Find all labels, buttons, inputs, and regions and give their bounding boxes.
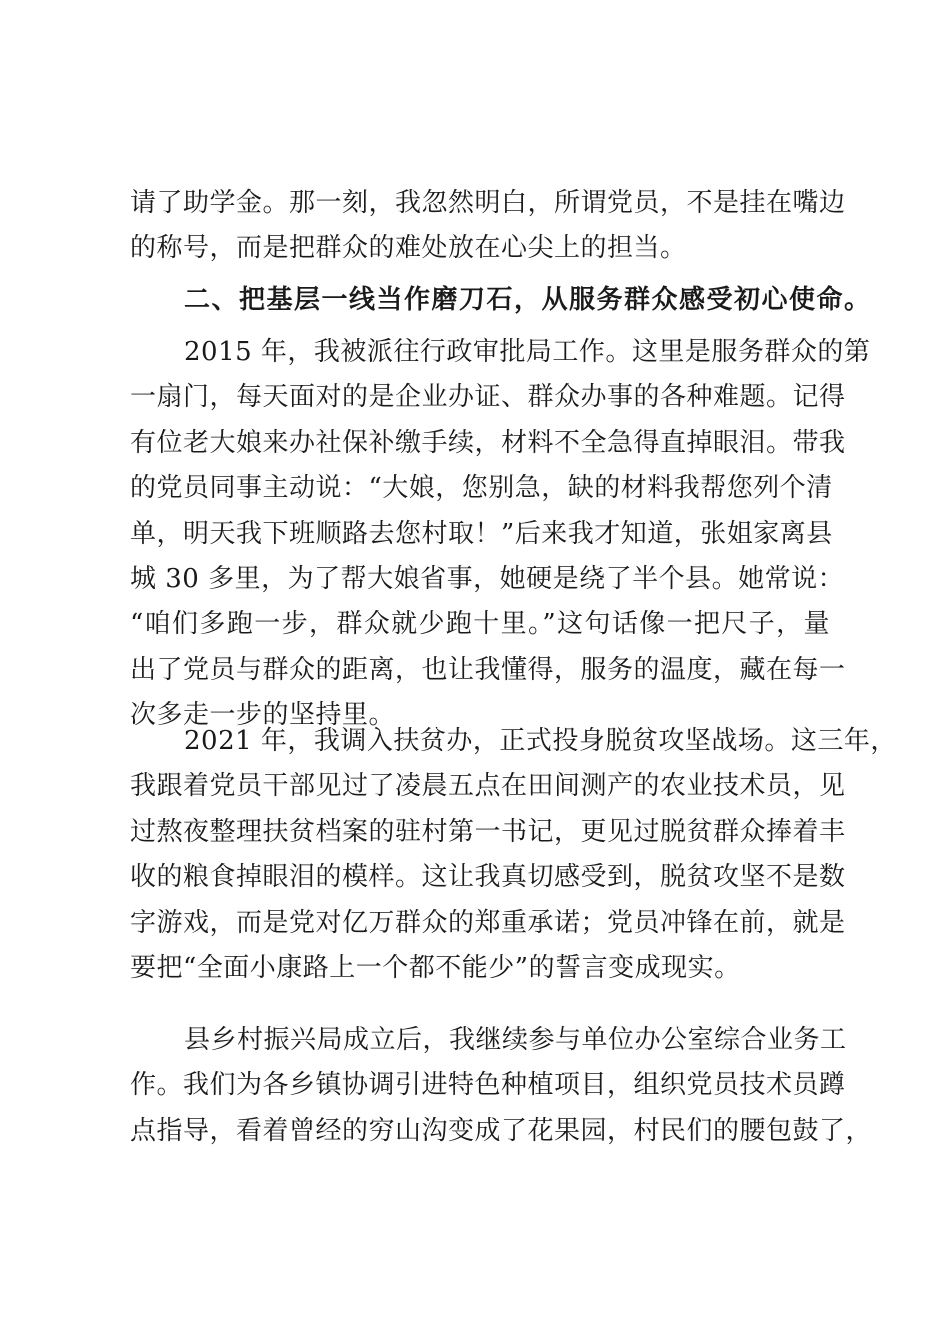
text-line: 要把“全面小康路上一个都不能少”的誓言变成现实。 <box>130 952 741 983</box>
paragraph-poverty-alleviation <box>130 719 897 991</box>
text-line: 2015 年，我被派往行政审批局工作。这里是服务群众的第 <box>184 337 871 367</box>
text-line: 的党员同事主动说：“大娘，您别急，缺的材料我帮您列个清 <box>130 473 833 504</box>
text-line: 收的粮食掉眼泪的模样。这让我真切感受到，脱贫攻坚不是数 <box>130 862 846 893</box>
paragraph-rural-revitalization <box>130 1018 873 1154</box>
section-heading: 二、把基层一线当作磨刀石，从服务群众感受初心使命。 <box>184 285 872 315</box>
text-line: 过熬夜整理扶贫档案的驻村第一书记，更见过脱贫群众捧着丰 <box>130 816 846 847</box>
text-line: 出了党员与群众的距离，也让我懂得，服务的温度，藏在每一 <box>130 654 846 685</box>
text-line: 次多走一步的坚持里。 <box>130 700 396 731</box>
text-line: 单，明天我下班顺路去您村取！”后来我才知道，张姐家离县 <box>130 518 833 549</box>
text-line: 有位老大娘来办社保补缴手续，材料不全急得直掉眼泪。带我 <box>130 427 846 458</box>
text-line: 城 30 多里，为了帮大娘省事，她硬是绕了半个县。她常说： <box>130 563 845 594</box>
text-line: 的称号，而是把群众的难处放在心尖上的担当。 <box>130 233 687 264</box>
text-line: 作。我们为各乡镇协调引进特色种植项目，组织党员技术员蹲 <box>130 1070 846 1101</box>
text-line: 点指导，看着曾经的穷山沟变成了花果园，村民们的腰包鼓了， <box>130 1115 873 1146</box>
paragraph-administrative-approval <box>130 330 871 739</box>
text-line: 一扇门，每天面对的是企业办证、群众办事的各种难题。记得 <box>130 382 846 413</box>
text-line: 2021 年，我调入扶贫办，正式投身脱贫攻坚战场。这三年， <box>184 726 897 756</box>
text-line: “咱们多跑一步，群众就少跑十里。”这句话像一把尺子，量 <box>130 609 830 640</box>
text-line: 请了助学金。那一刻，我忽然明白，所谓党员，不是挂在嘴边 <box>130 188 846 218</box>
section-heading-block <box>130 278 872 323</box>
text-line: 我跟着党员干部见过了凌晨五点在田间测产的农业技术员，见 <box>130 771 846 802</box>
paragraph-continuation <box>130 181 846 272</box>
text-line: 字游戏，而是党对亿万群众的郑重承诺；党员冲锋在前，就是 <box>130 907 846 938</box>
text-line: 县乡村振兴局成立后，我继续参与单位办公室综合业务工 <box>184 1025 847 1055</box>
